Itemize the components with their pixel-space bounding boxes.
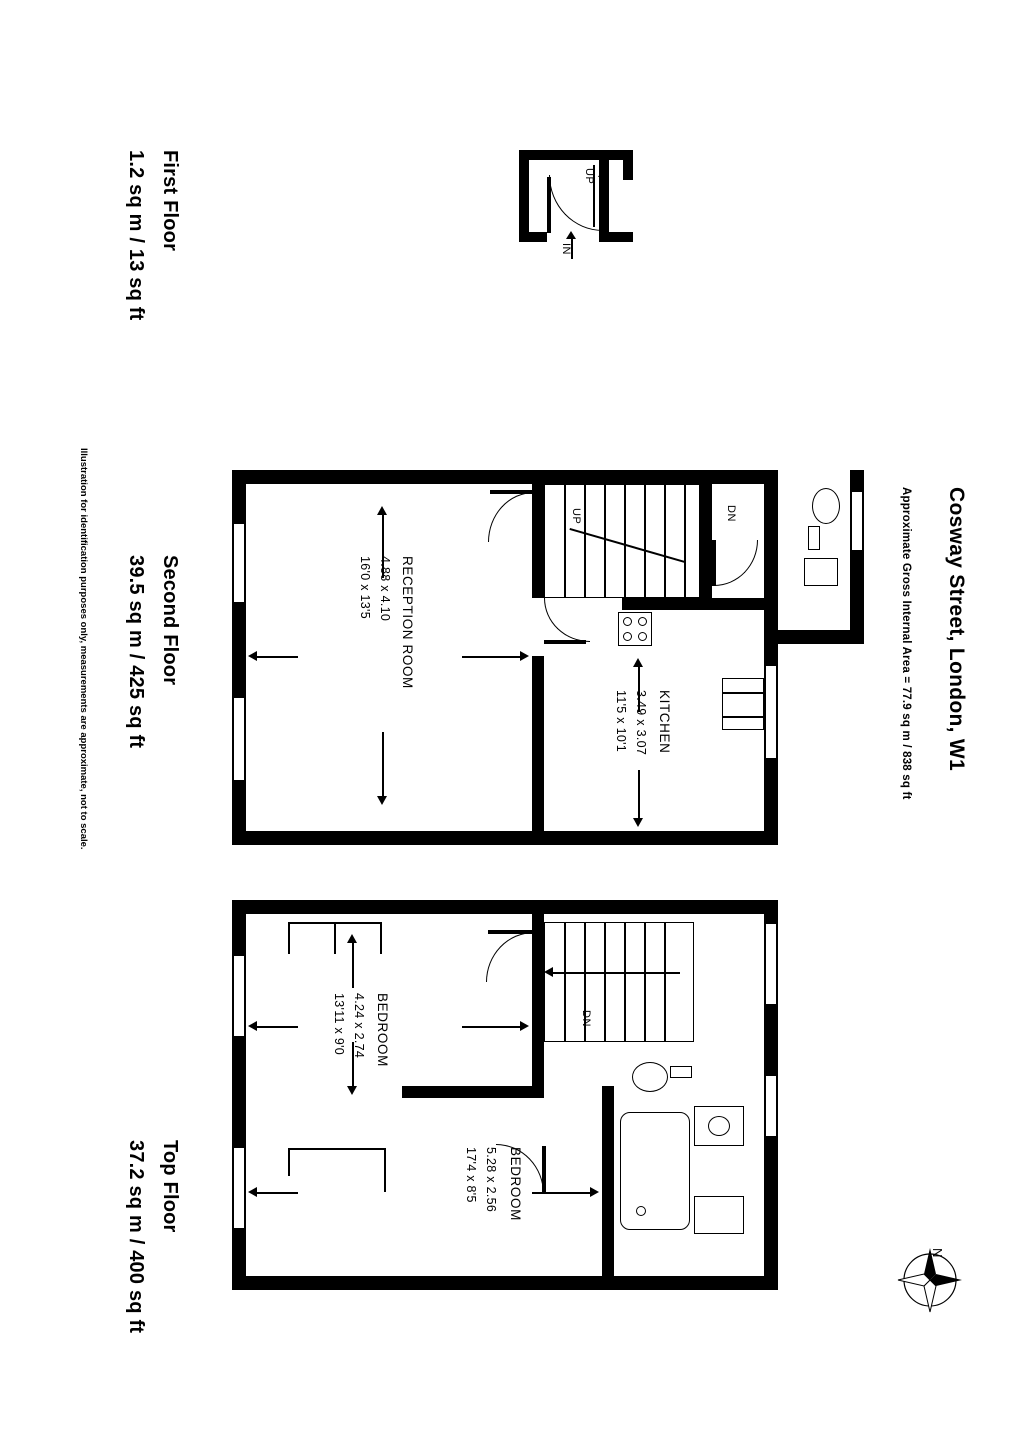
up-arrow-shaft bbox=[603, 173, 605, 207]
floor-area-first: 1.2 sq m / 13 sq ft bbox=[125, 150, 147, 321]
tf-dim-b1-v1 bbox=[352, 942, 354, 988]
room-dim-kitchen-metric: 3.49 x 3.07 bbox=[634, 690, 648, 756]
tf-dim-b2-h1-head bbox=[248, 1187, 257, 1197]
tf-bath-tap bbox=[636, 1206, 646, 1216]
sf-hob-ring-1 bbox=[623, 617, 632, 626]
disclaimer-text: Illustration for identification purposes only, measurements are approximate, not to scale. bbox=[78, 448, 89, 850]
wall-bottom-right bbox=[599, 232, 633, 242]
sf-wall-bath-partition bbox=[700, 470, 712, 598]
tf-dim-b1-h1 bbox=[462, 1026, 520, 1028]
tf-stair-step-6 bbox=[664, 922, 666, 1042]
tf-dim-b2-h1 bbox=[256, 1192, 298, 1194]
sf-wall-kitchen-hall bbox=[622, 598, 764, 610]
floor-area-top: 37.2 sq m / 400 sq ft bbox=[125, 1140, 147, 1334]
room-dim-bedroom1-imperial: 13'11 x 9'0 bbox=[332, 993, 346, 1056]
tf-toilet-icon bbox=[632, 1062, 668, 1092]
tf-recess2-2 bbox=[288, 1148, 384, 1150]
sf-window-kitchen bbox=[764, 666, 778, 758]
sf-kdim-arrow-v2-head bbox=[633, 818, 643, 827]
room-dim-reception-imperial: 16'0 x 13'5 bbox=[358, 556, 372, 619]
sf-stair-step-4 bbox=[624, 484, 626, 598]
tf-stair-step-4 bbox=[624, 922, 626, 1042]
wall-left bbox=[519, 150, 529, 242]
first-floor-plan bbox=[505, 145, 645, 275]
floor-label-first: First Floor bbox=[159, 150, 181, 252]
sf-corner bbox=[764, 831, 778, 845]
sf-wall-far-top bbox=[764, 470, 778, 630]
tf-stair-arrow-head bbox=[544, 967, 553, 977]
tf-recess-4 bbox=[334, 922, 336, 954]
tf-recess2-1 bbox=[288, 1148, 290, 1176]
sf-stair-step-6 bbox=[664, 484, 666, 598]
sf-stair-step-7 bbox=[684, 484, 686, 598]
top-floor-plan bbox=[232, 900, 878, 1290]
floor-label-second: Second Floor bbox=[159, 555, 181, 686]
room-name-bedroom2: BEDROOM bbox=[508, 1147, 523, 1221]
tf-basin-bowl bbox=[708, 1116, 730, 1136]
tf-window-bedroom2 bbox=[232, 1148, 246, 1228]
room-dim-kitchen-imperial: 11'5 x 10'1 bbox=[614, 690, 628, 753]
tf-recess2-3 bbox=[384, 1148, 386, 1192]
tf-wall-bath-div bbox=[602, 1098, 614, 1290]
sf-stair-step-1 bbox=[564, 484, 566, 598]
sf-basin-icon bbox=[804, 558, 838, 586]
label-in-entry: IN bbox=[560, 243, 572, 255]
tf-stair-step-3 bbox=[604, 922, 606, 1042]
tf-dim-b1-h2-head bbox=[248, 1021, 257, 1031]
sf-dim-arrow-v1-head bbox=[377, 506, 387, 515]
sf-cistern-icon bbox=[808, 526, 820, 550]
sf-hob-ring-2 bbox=[638, 617, 647, 626]
tf-window-landing bbox=[764, 924, 778, 1004]
compass-north-label: N bbox=[930, 1248, 945, 1258]
tf-stair-step-1 bbox=[564, 922, 566, 1042]
tf-recess-3 bbox=[380, 922, 382, 954]
wall-right-stub bbox=[623, 150, 633, 180]
tf-wall-bath-corner bbox=[602, 1086, 614, 1098]
sf-dim-arrow-h1-head bbox=[520, 651, 529, 661]
floor-label-top: Top Floor bbox=[159, 1140, 181, 1233]
tf-recess-1 bbox=[288, 922, 290, 954]
tf-cupboard-icon bbox=[694, 1196, 744, 1234]
room-name-bedroom1: BEDROOM bbox=[375, 993, 390, 1067]
room-dim-bedroom2-metric: 5.28 x 2.56 bbox=[484, 1147, 498, 1213]
tf-dim-b1-h1-head bbox=[520, 1021, 529, 1031]
tf-window-bedroom1 bbox=[232, 956, 246, 1036]
sf-window-reception-1 bbox=[232, 524, 246, 602]
page-title: Cosway Street, London, W1 bbox=[945, 487, 968, 772]
tf-cistern-icon bbox=[670, 1066, 692, 1078]
sf-dim-arrow-h2-head bbox=[248, 651, 257, 661]
sf-wall-left-outer bbox=[232, 470, 778, 484]
tf-bath-icon bbox=[620, 1112, 690, 1230]
tf-dim-b1-h2 bbox=[256, 1026, 298, 1028]
label-up-second: UP bbox=[570, 508, 582, 525]
room-name-reception: RECEPTION ROOM bbox=[400, 556, 415, 689]
label-dn-second: DN bbox=[725, 505, 737, 522]
sf-dim-arrow-h1 bbox=[462, 656, 520, 658]
tf-stair-step-5 bbox=[644, 922, 646, 1042]
sf-sink-icon bbox=[722, 678, 764, 730]
area-note: Approximate Gross Internal Area = 77.9 sq m / 838 sq ft bbox=[900, 487, 912, 800]
sf-wall-div-bottom bbox=[532, 656, 544, 845]
tf-dim-b1-v2-head bbox=[347, 1086, 357, 1095]
room-dim-reception-metric: 4.88 x 4.10 bbox=[378, 556, 392, 622]
sf-dim-arrow-v2 bbox=[382, 732, 384, 796]
up-arrow-head bbox=[598, 169, 608, 177]
sf-kitchen-door-arc bbox=[544, 598, 590, 642]
in-arrow-head bbox=[566, 231, 576, 239]
sf-reception-door-arc bbox=[488, 492, 534, 542]
tf-wall-left-outer bbox=[232, 900, 778, 914]
tf-window-bath bbox=[764, 1076, 778, 1136]
sf-kdim-arrow-v1-head bbox=[633, 658, 643, 667]
sf-hob-ring-4 bbox=[638, 632, 647, 641]
label-up-entry: UP bbox=[583, 168, 595, 185]
sf-sink-divider bbox=[722, 692, 764, 694]
label-dn-top: DN bbox=[580, 1010, 592, 1027]
sf-stair-step-2 bbox=[584, 484, 586, 598]
sf-dim-arrow-v2-head bbox=[377, 796, 387, 805]
wall-top bbox=[519, 150, 633, 160]
sf-stair-step-5 bbox=[644, 484, 646, 598]
sf-toilet-icon bbox=[812, 488, 840, 524]
tf-dim-b2-h2 bbox=[532, 1192, 590, 1194]
room-dim-bedroom1-metric: 4.24 x 2.74 bbox=[352, 993, 366, 1059]
sf-window-bath bbox=[850, 492, 864, 550]
tf-dim-b2-h2-head bbox=[590, 1187, 599, 1197]
floor-area-second: 39.5 sq m / 425 sq ft bbox=[125, 555, 147, 749]
sf-wc-door-arc bbox=[714, 540, 758, 586]
sf-dim-arrow-h2 bbox=[256, 656, 298, 658]
wall-bottom-left bbox=[519, 232, 547, 242]
sf-window-reception-2 bbox=[232, 698, 246, 780]
sf-kdim-arrow-v2 bbox=[638, 770, 640, 818]
sf-wall-right-outer bbox=[232, 831, 778, 845]
room-dim-bedroom2-imperial: 17'4 x 8'5 bbox=[464, 1147, 478, 1203]
sf-stair-step-3 bbox=[604, 484, 606, 598]
sf-wall-step bbox=[764, 630, 864, 644]
tf-wall-div-corner bbox=[402, 1086, 414, 1098]
sf-sink-divider-2 bbox=[722, 716, 764, 718]
tf-wall-div-top bbox=[532, 900, 544, 1086]
room-name-kitchen: KITCHEN bbox=[657, 690, 672, 754]
tf-staircase bbox=[544, 922, 694, 1042]
sf-hob-icon bbox=[618, 612, 652, 646]
sf-staircase bbox=[544, 484, 700, 598]
tf-dim-b1-v1-head bbox=[347, 934, 357, 943]
tf-stair-arrow-line bbox=[550, 972, 680, 974]
tf-wall-right-outer bbox=[232, 1276, 778, 1290]
second-floor-plan bbox=[232, 470, 878, 845]
sf-hob-ring-3 bbox=[623, 632, 632, 641]
tf-wall-div-mid bbox=[402, 1086, 544, 1098]
tf-bedroom1-door-arc bbox=[486, 932, 534, 982]
